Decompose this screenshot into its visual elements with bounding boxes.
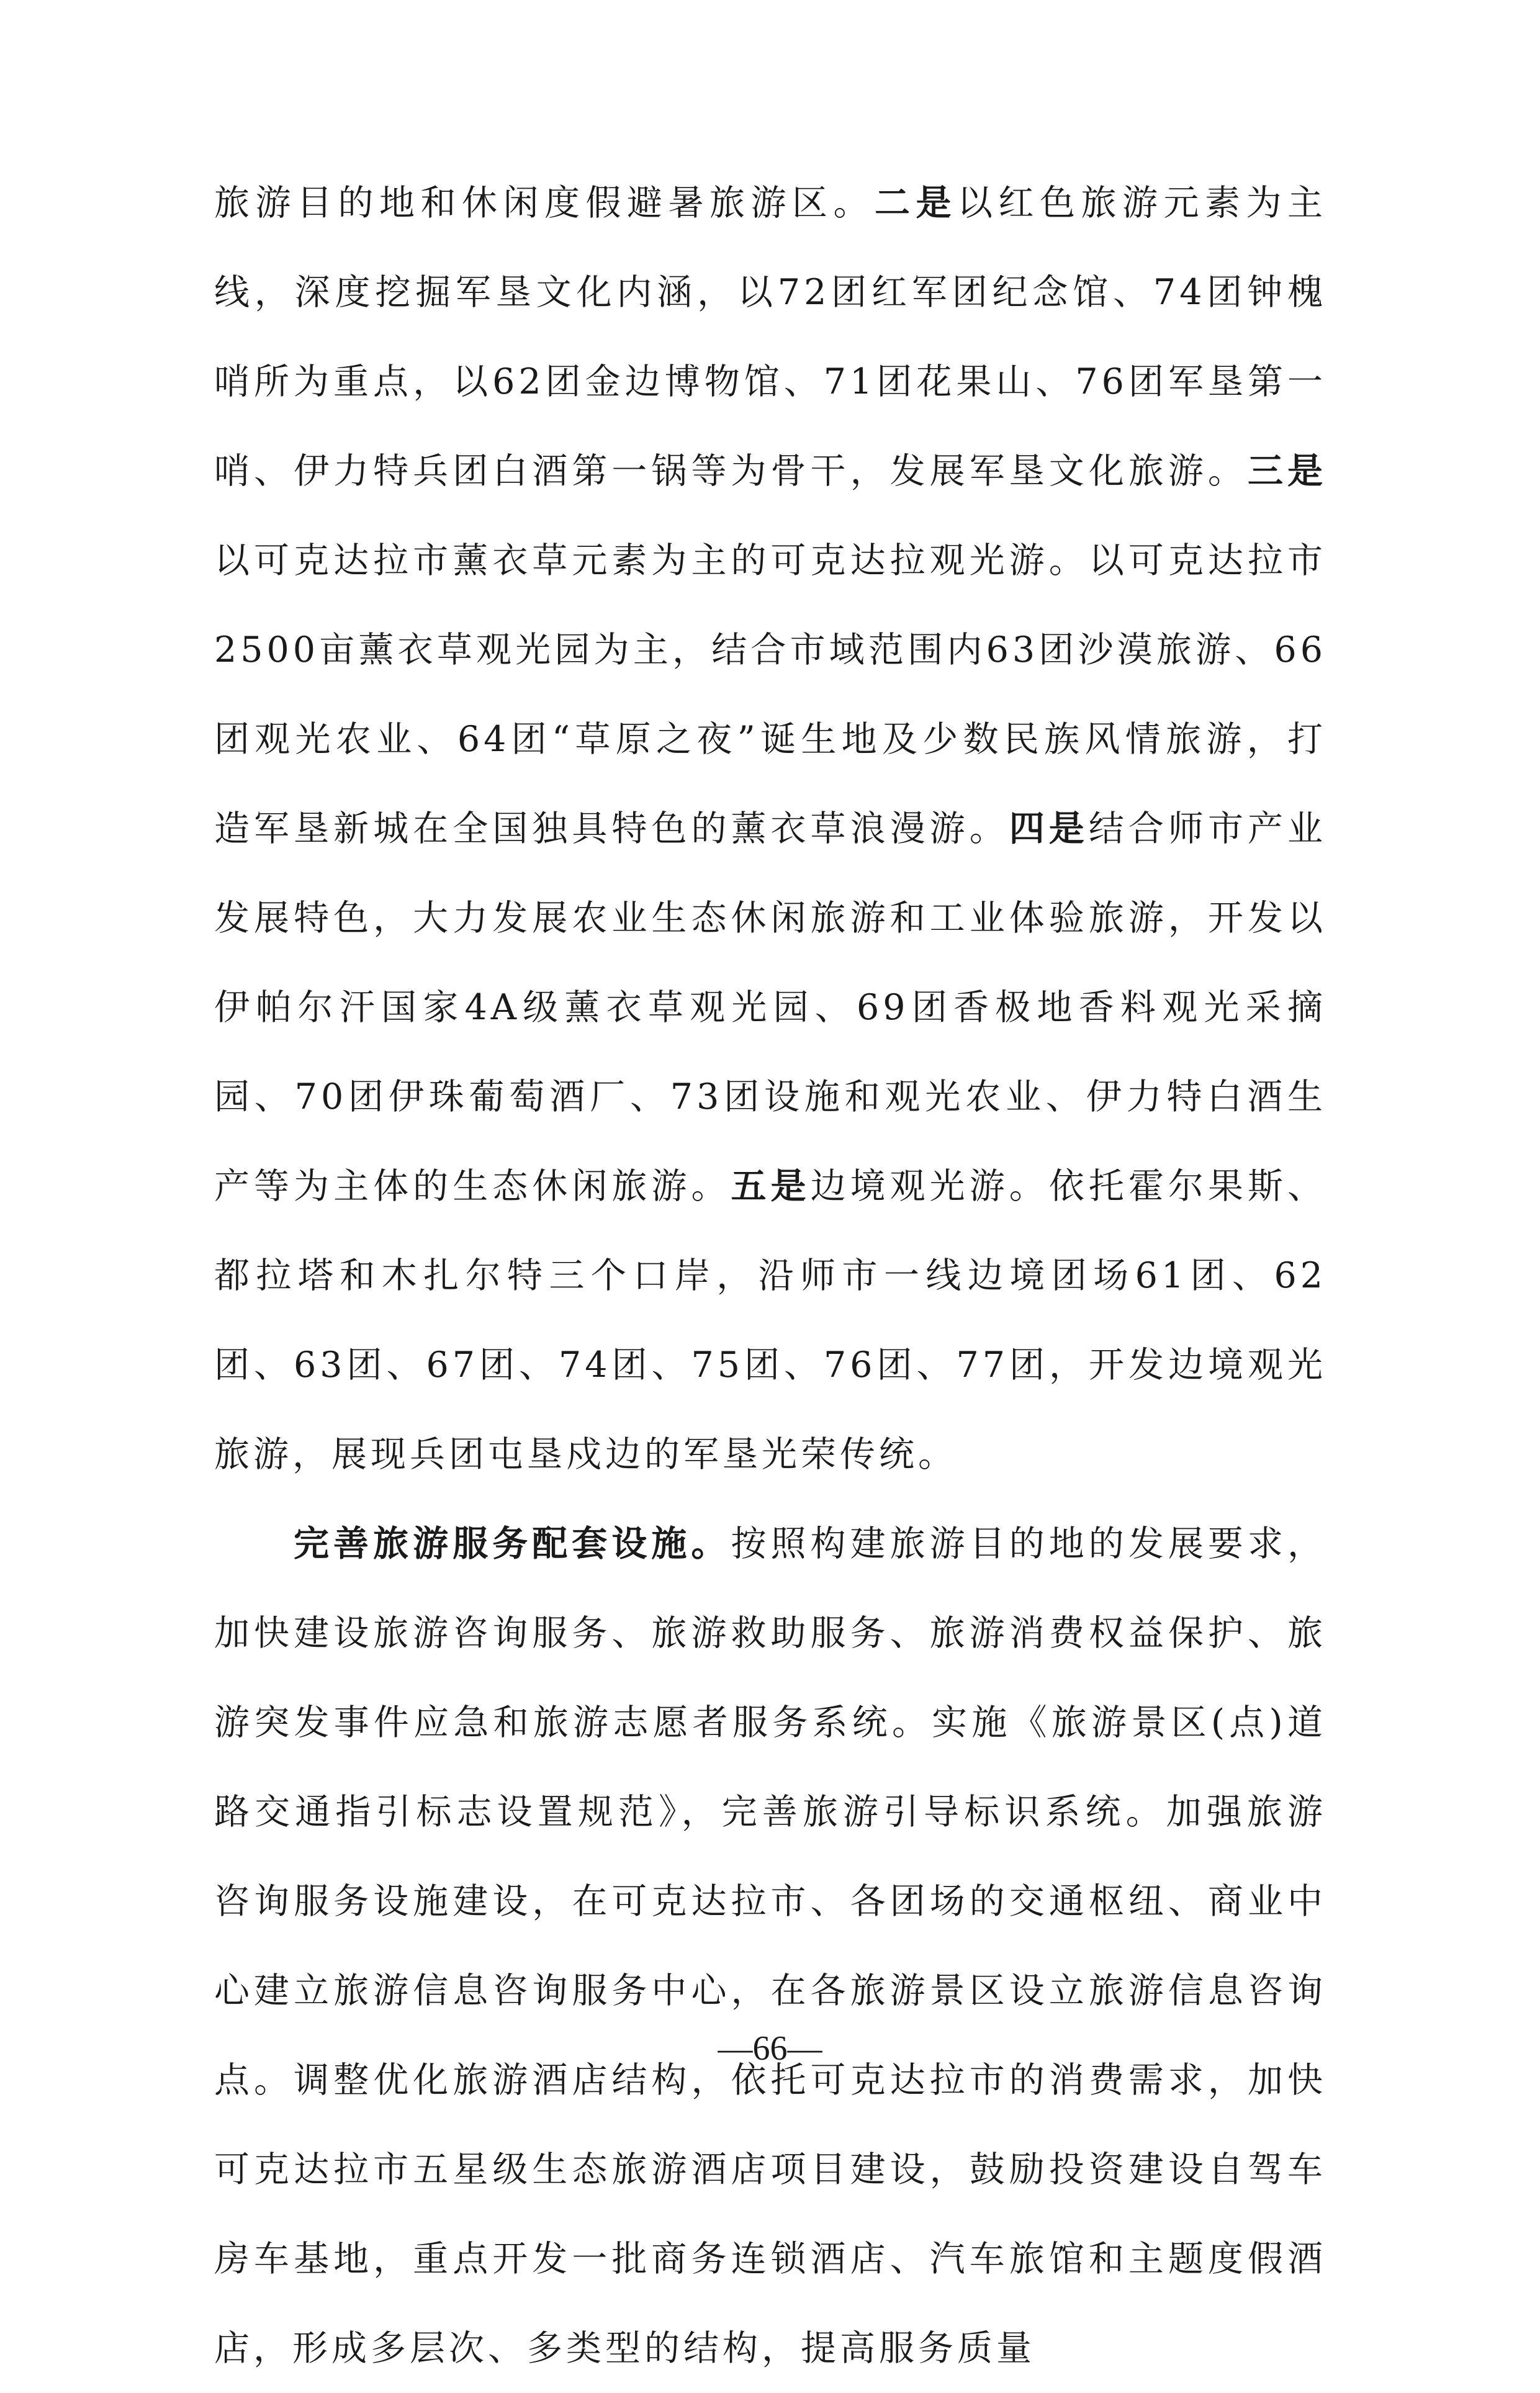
text-segment: 以红色旅游元素为主线，深度挖掘军垦文化内涵，以72团红军团纪念馆、74团钟槐哨所为重点，以62团金边博物馆、71团花果山、76团军垦第一哨、伊力特兵团白酒第一锅等为骨干，发展军垦文化旅游。 — [214, 183, 1326, 492]
text-segment: 边境观光游。依托霍尔果斯、都拉塔和木扎尔特三个口岸，沿师市一线边境团场61团、62团、63团、67团、74团、75团、76团、77团，开发边境观光旅游，展现兵团屯垦戍边的军垦光荣传统。 — [214, 1166, 1327, 1475]
text-segment: 旅游目的地和休闲度假避暑旅游区。 — [214, 183, 875, 223]
text-segment: 结合师市产业发展特色，大力发展农业生态休闲旅游和工业体验旅游，开发以伊帕尔汗国家4A级薰衣草观光园、69团香极地香料观光采摘园、70团伊珠葡萄酒厂、73团设施和观光农业、伊力特白酒生产等为主体的生态休闲旅游。 — [214, 808, 1327, 1207]
text-segment: 按照构建旅游目的地的发展要求，加快建设旅游咨询服务、旅游救助服务、旅游消费权益保护、旅游突发事件应急和旅游志愿者服务系统。实施《旅游景区(点)道路交通指引标志设置规范》，完善旅游引导标识系统。加强旅游咨询服务设施建设，在可克达拉市、各团场的交通枢纽、商业中心建立旅游信息咨询服务中心，在各旅游景区设立旅游信息咨询点。调整优化旅游酒店结构，依托可克达拉市的消费需求，加快可克达拉市五星级生态旅游酒店项目建设，鼓励投资建设自驾车房车基地，重点开发一批商务连锁酒店、汽车旅馆和主题度假酒店，形成多层次、多类型的结构，提高服务质量 — [214, 1523, 1327, 2369]
text-segment: 以可克达拉市薰衣草元素为主的可克达拉观光游。以可克达拉市2500亩薰衣草观光园为主，结合市域范围内63团沙漠旅游、66团观光农业、64团“草原之夜”诞生地及少数民族风情旅游，打造军垦新城在全国独具特色的薰衣草浪漫游。 — [214, 540, 1326, 849]
bold-marker-second: 二是 — [875, 183, 957, 223]
bold-marker-fifth: 五是 — [731, 1166, 811, 1207]
page-number: —66— — [718, 2029, 822, 2068]
bold-marker-third: 三是 — [1247, 451, 1327, 492]
bold-marker-fourth: 四是 — [1009, 808, 1089, 849]
paragraph-tourism-routes — [214, 158, 1326, 1499]
paragraph-heading: 完善旅游服务配套设施。 — [294, 1523, 731, 1564]
paragraph-service-facilities — [214, 1499, 1326, 2393]
